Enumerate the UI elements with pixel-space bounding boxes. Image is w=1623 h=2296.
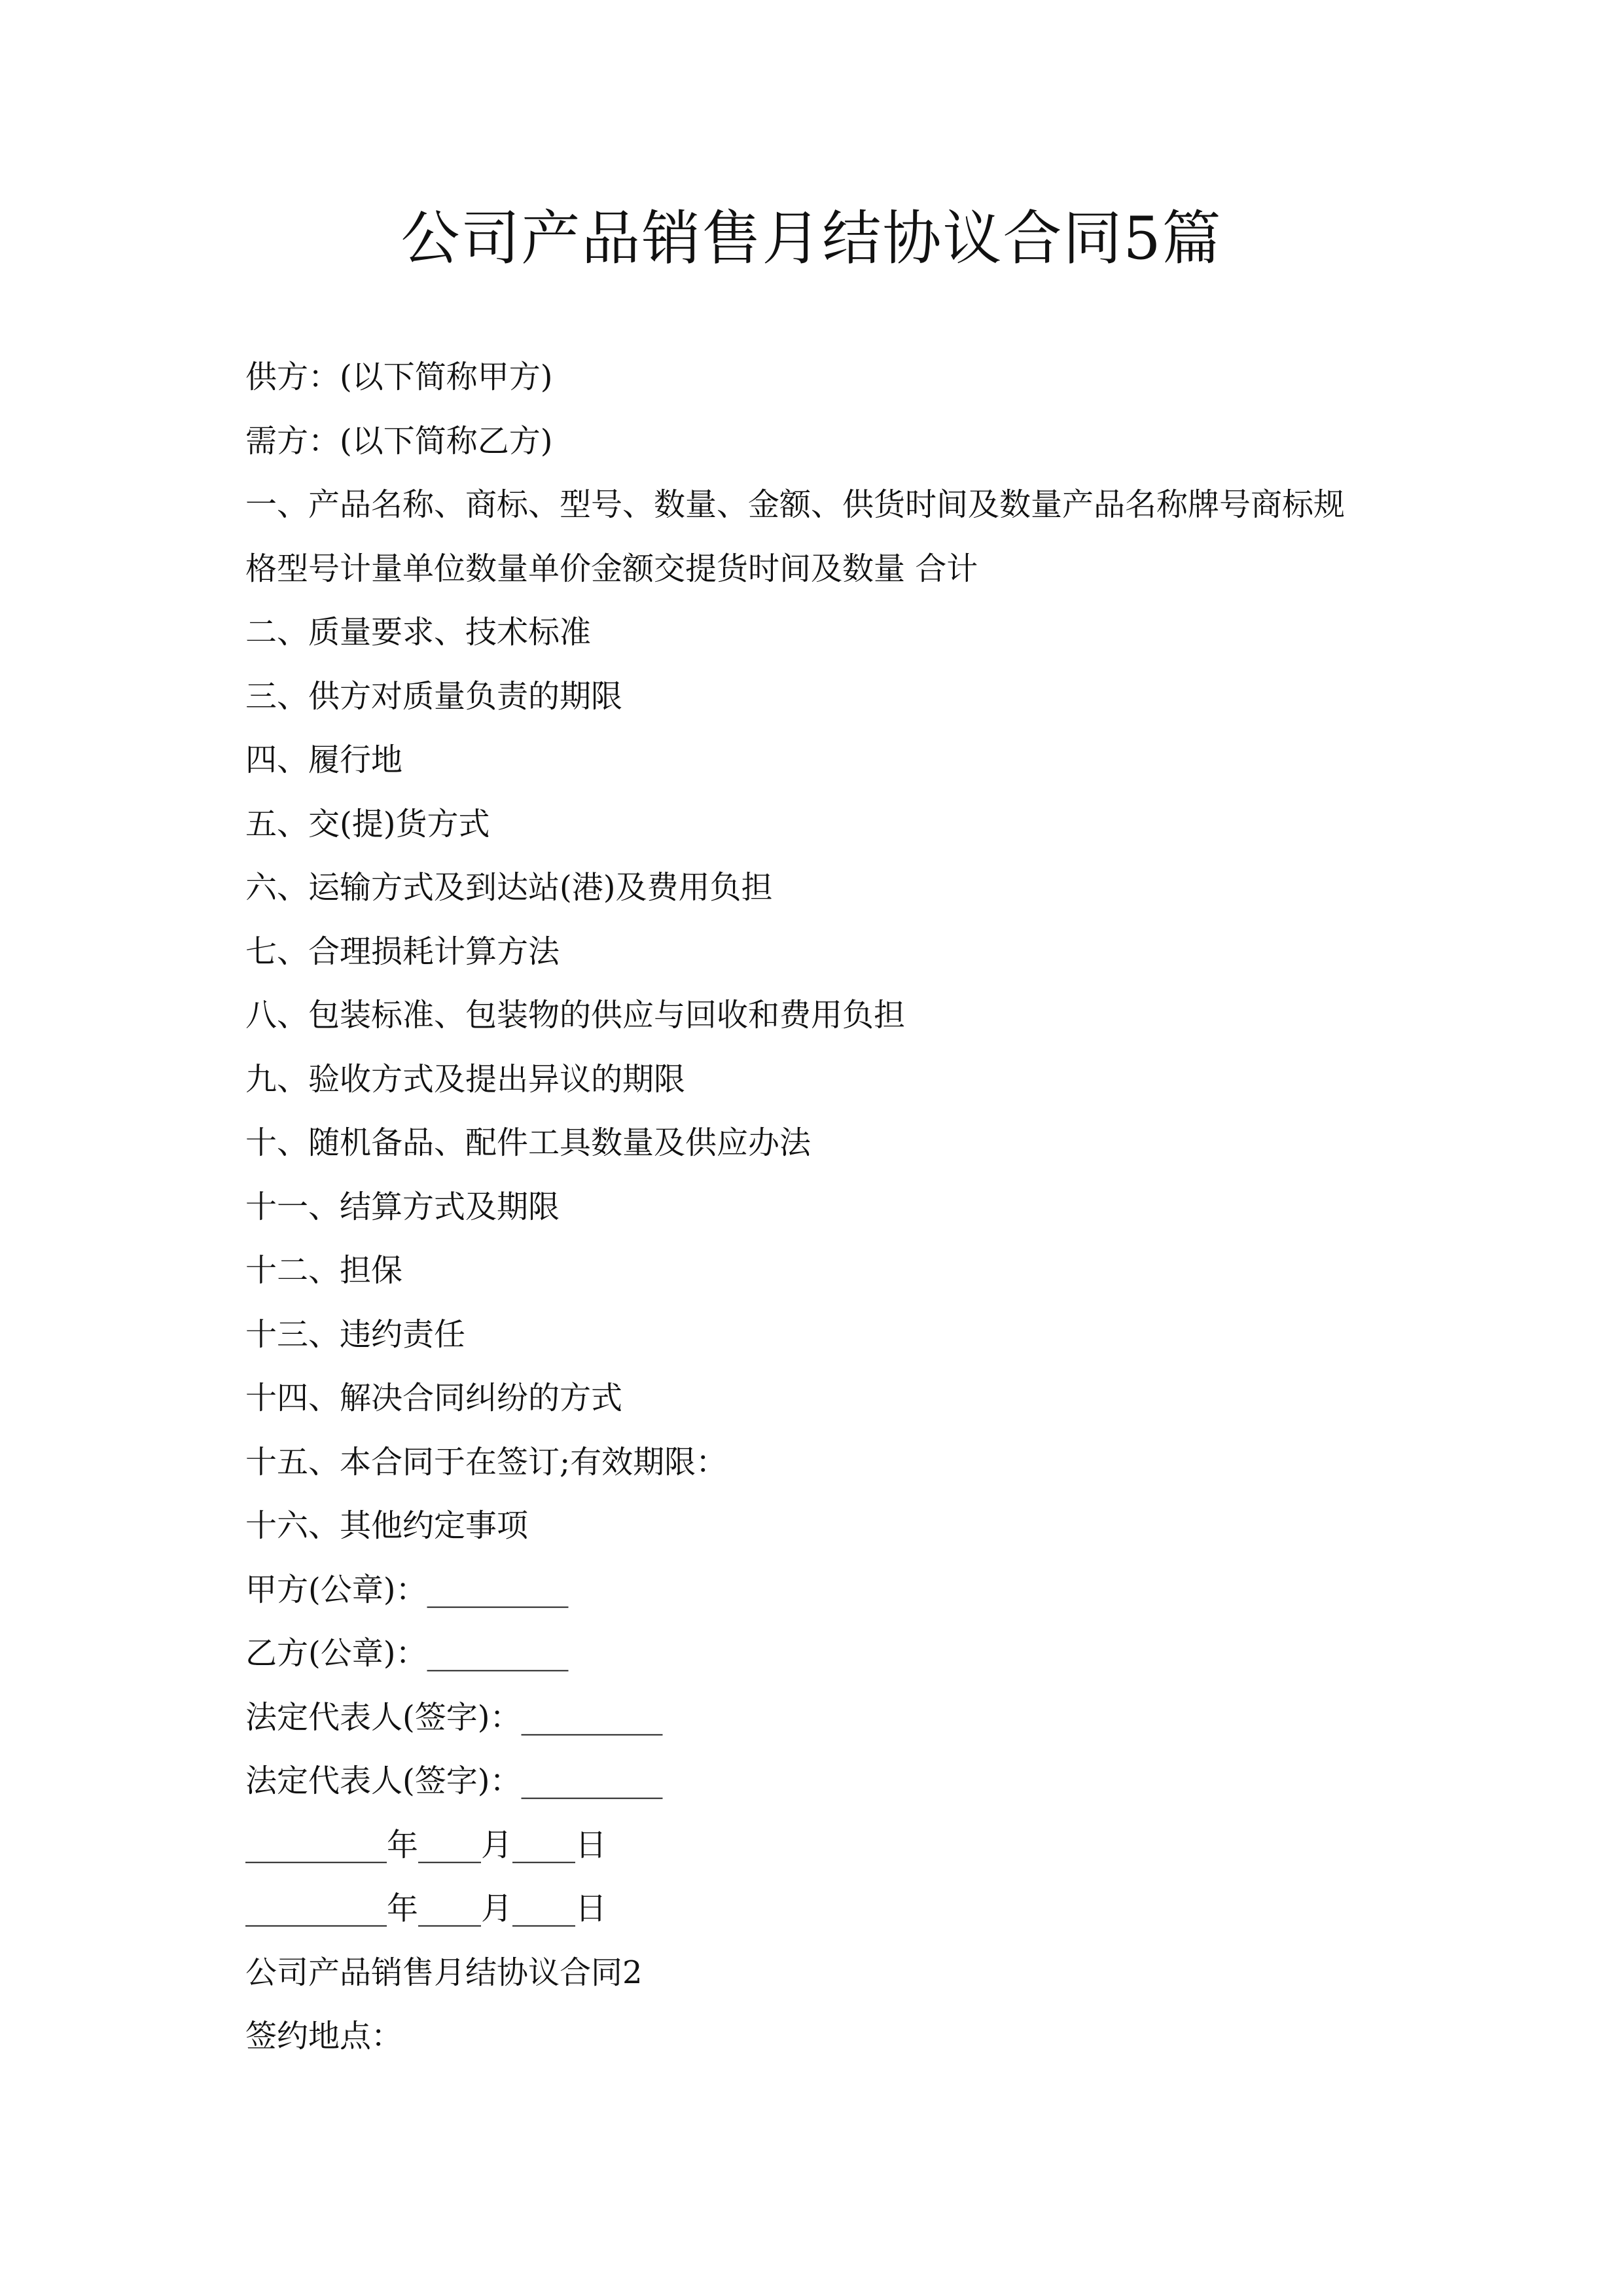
document-title: 公司产品销售月结协议合同5篇 [401, 204, 1222, 273]
document-line: 供方：(以下简称甲方) [245, 359, 553, 395]
document-line: 十六、其他约定事项 [245, 1507, 529, 1544]
document-line: 九、验收方式及提出异议的期限 [245, 1060, 686, 1098]
document-line: 十三、违约责任 [245, 1316, 466, 1353]
document-line: 乙方(公章)：_________ [245, 1635, 569, 1672]
document-line: 八、包装标准、包装物的供应与回收和费用负担 [245, 997, 906, 1033]
document-line: 四、履行地 [245, 742, 403, 778]
document-line: 法定代表人(签字)：_________ [245, 1763, 663, 1799]
document-line: _________年____月____日 [245, 1890, 607, 1927]
document-line: 一、产品名称、商标、型号、数量、金额、供货时间及数量产品名称牌号商标规 [245, 486, 1346, 523]
document-line: 签约地点： [245, 2018, 403, 2054]
document-line: 六、运输方式及到达站(港)及费用负担 [245, 869, 773, 906]
document-line: 十四、解决合同纠纷的方式 [245, 1380, 623, 1416]
document-line: 需方：(以下简称乙方) [245, 422, 553, 459]
document-line: 十、随机备品、配件工具数量及供应办法 [245, 1124, 812, 1161]
document-line: 七、合理损耗计算方法 [245, 933, 560, 970]
document-line: 公司产品销售月结协议合同2 [245, 1954, 643, 1991]
document-line: 五、交(提)货方式 [245, 805, 490, 842]
document-line: 三、供方对质量负责的期限 [245, 677, 623, 715]
document-line: 十一、结算方式及期限 [245, 1188, 560, 1225]
document-line: 十五、本合同于在签订;有效期限： [245, 1443, 728, 1480]
document-line: _________年____月____日 [245, 1826, 607, 1863]
document-line: 格型号计量单位数量单价金额交提货时间及数量 合计 [245, 550, 978, 587]
document-line: 二、质量要求、技术标准 [245, 614, 592, 651]
document-line: 甲方(公章)：_________ [245, 1571, 569, 1608]
document-body [245, 346, 1423, 2069]
document-line: 法定代表人(签字)：_________ [245, 1698, 663, 1736]
document-line: 十二、担保 [245, 1252, 403, 1289]
